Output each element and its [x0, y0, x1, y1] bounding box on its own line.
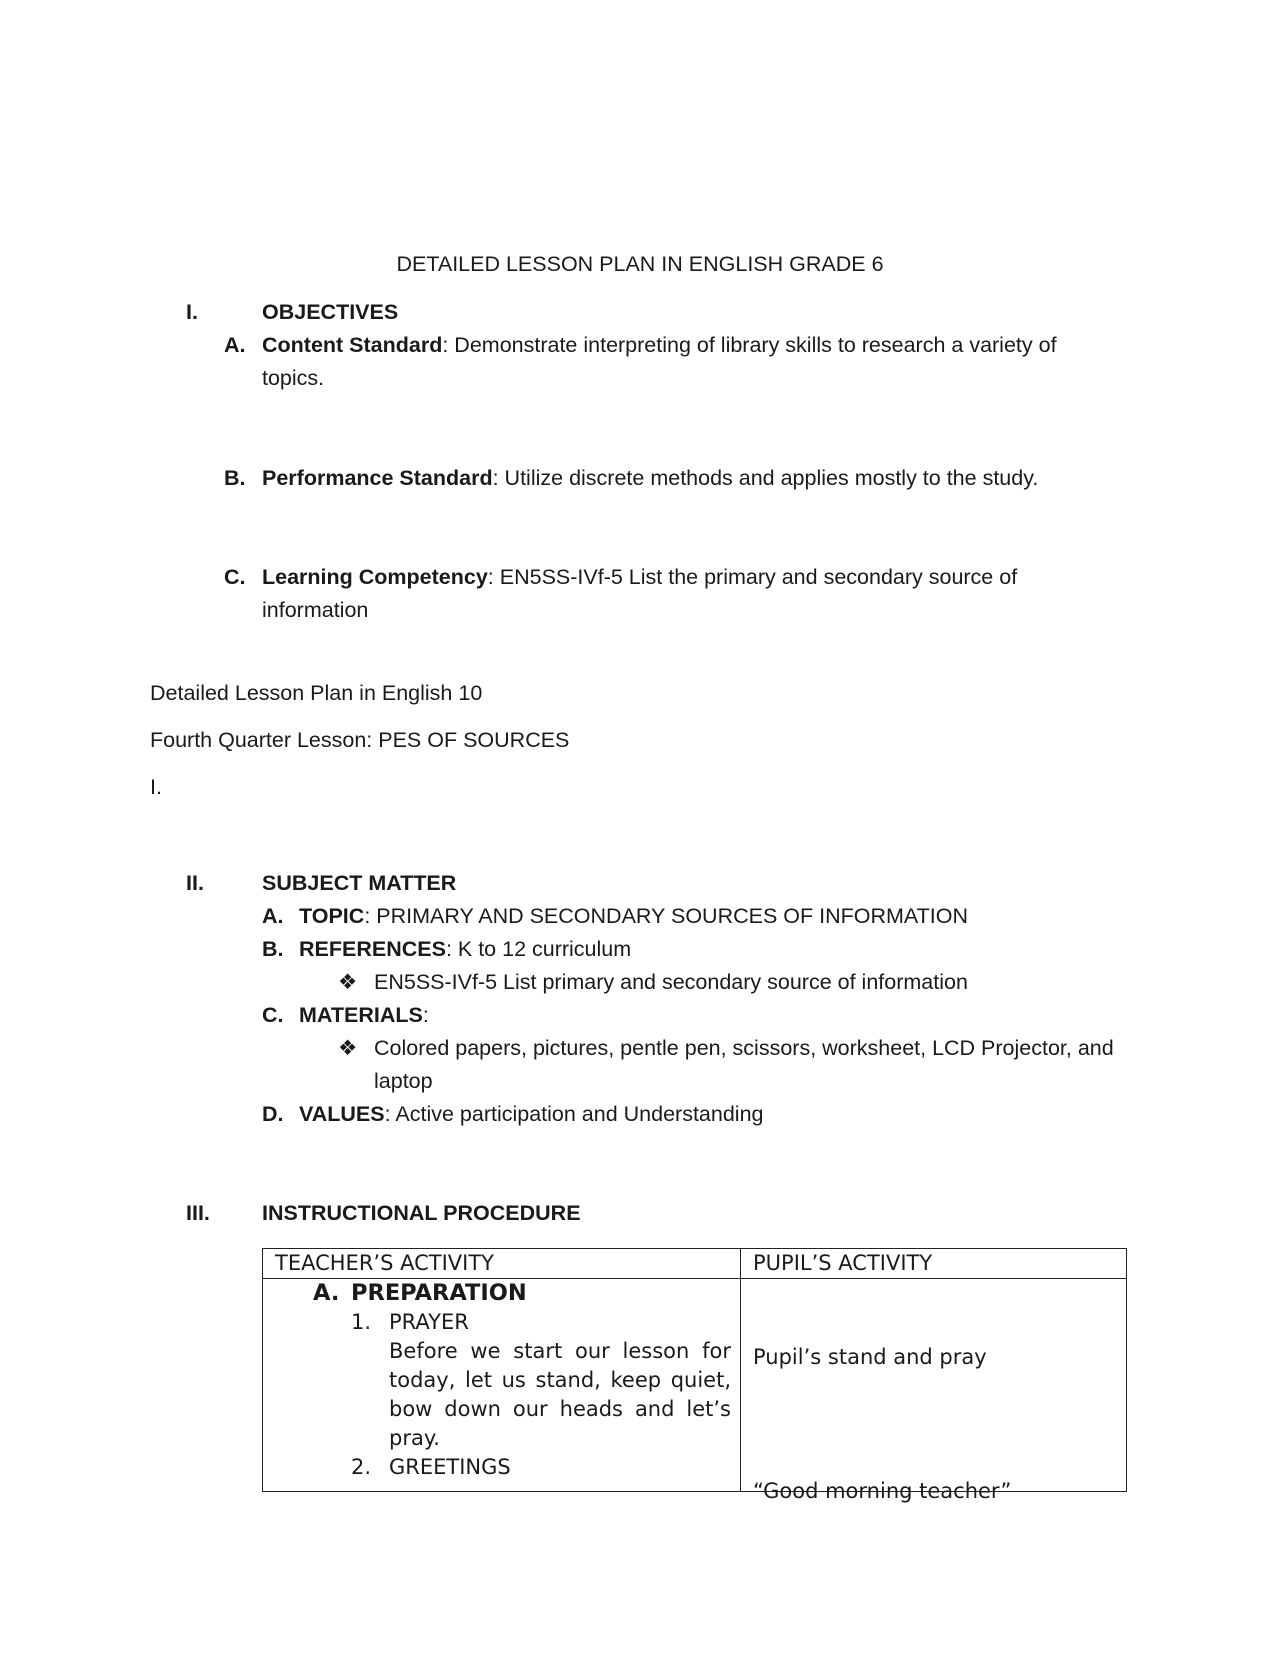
section-number-1: I.: [186, 300, 198, 324]
item-letter: D.: [262, 1102, 284, 1126]
prayer-text: Before we start our lesson for today, let us stand, keep quiet, bow down our heads and let’s pray.: [389, 1339, 731, 1450]
greetings-number: 2.: [351, 1455, 372, 1479]
topic-text: : PRIMARY AND SECONDARY SOURCES OF INFORMATION: [364, 904, 969, 928]
references-bullet: EN5SS-IVf-5 List primary and secondary source of information: [374, 970, 968, 994]
plain-line-2: Fourth Quarter Lesson: PES OF SOURCES: [150, 728, 570, 752]
teacher-activity-cell: [263, 1279, 741, 1492]
topic-line: [299, 900, 968, 933]
header-teacher-activity: TEACHER’S ACTIVITY: [263, 1249, 741, 1279]
item-letter: B.: [224, 466, 246, 490]
preparation-heading: [313, 1279, 527, 1308]
materials-line: [299, 999, 429, 1032]
section-heading-instructional-procedure: INSTRUCTIONAL PROCEDURE: [262, 1201, 581, 1225]
procedure-table: [262, 1248, 1127, 1503]
table-row: [263, 1279, 1127, 1492]
section-heading-subject-matter: SUBJECT MATTER: [262, 871, 457, 895]
preparation-letter: A.: [313, 1280, 340, 1306]
performance-standard: [262, 462, 1038, 495]
performance-standard-text: : Utilize discrete methods and applies mostly to the study.: [492, 466, 1039, 490]
pupil-response-greeting: “Good morning teacher”: [753, 1479, 1012, 1503]
content-standard-label: Content Standard: [262, 333, 443, 357]
learning-competency: [262, 561, 1052, 627]
materials-bullet: Colored papers, pictures, pentle pen, scissors, worksheet, LCD Projector, and laptop: [374, 1036, 1114, 1093]
header-pupil-activity: PUPIL’S ACTIVITY: [741, 1249, 1127, 1279]
values-text: : Active participation and Understanding: [384, 1102, 764, 1126]
materials-label: MATERIALS: [299, 1003, 423, 1027]
diamond-bullet-icon: ❖: [338, 970, 358, 994]
learning-competency-text: : EN5SS-IVf-5 List the primary and secondary source of information: [262, 565, 1018, 622]
document-title: DETAILED LESSON PLAN IN ENGLISH GRADE 6: [396, 252, 884, 276]
performance-standard-label: Performance Standard: [262, 466, 493, 490]
item-letter: A.: [224, 333, 246, 357]
materials-text: :: [422, 1003, 429, 1027]
section-number-3: III.: [186, 1201, 210, 1225]
plain-line-1: Detailed Lesson Plan in English 10: [150, 681, 483, 705]
section-number-2: II.: [186, 871, 204, 895]
plain-line-3: I.: [150, 775, 162, 799]
references-line: [299, 933, 631, 966]
values-label: VALUES: [299, 1102, 385, 1126]
item-letter: C.: [262, 1003, 284, 1027]
prayer-number: 1.: [351, 1310, 372, 1334]
references-label: REFERENCES: [299, 937, 446, 961]
item-letter: C.: [224, 565, 246, 589]
item-letter: A.: [262, 904, 284, 928]
topic-label: TOPIC: [299, 904, 365, 928]
diamond-bullet-icon: ❖: [338, 1036, 358, 1060]
table-header-row: [263, 1249, 1127, 1279]
content-standard-text: : Demonstrate interpreting of library skills to research a variety of topics.: [262, 333, 1057, 390]
values-line: [299, 1098, 764, 1131]
prayer-label: PRAYER: [389, 1310, 469, 1334]
references-text: : K to 12 curriculum: [445, 937, 632, 961]
section-heading-objectives: OBJECTIVES: [262, 300, 399, 324]
item-letter: B.: [262, 937, 284, 961]
content-standard: [262, 329, 1122, 395]
pupil-activity-cell: [741, 1279, 1127, 1503]
learning-competency-label: Learning Competency: [262, 565, 488, 589]
preparation-label: PREPARATION: [351, 1280, 527, 1306]
pupil-response-prayer: Pupil’s stand and pray: [753, 1345, 987, 1369]
greetings-label: GREETINGS: [389, 1455, 511, 1479]
